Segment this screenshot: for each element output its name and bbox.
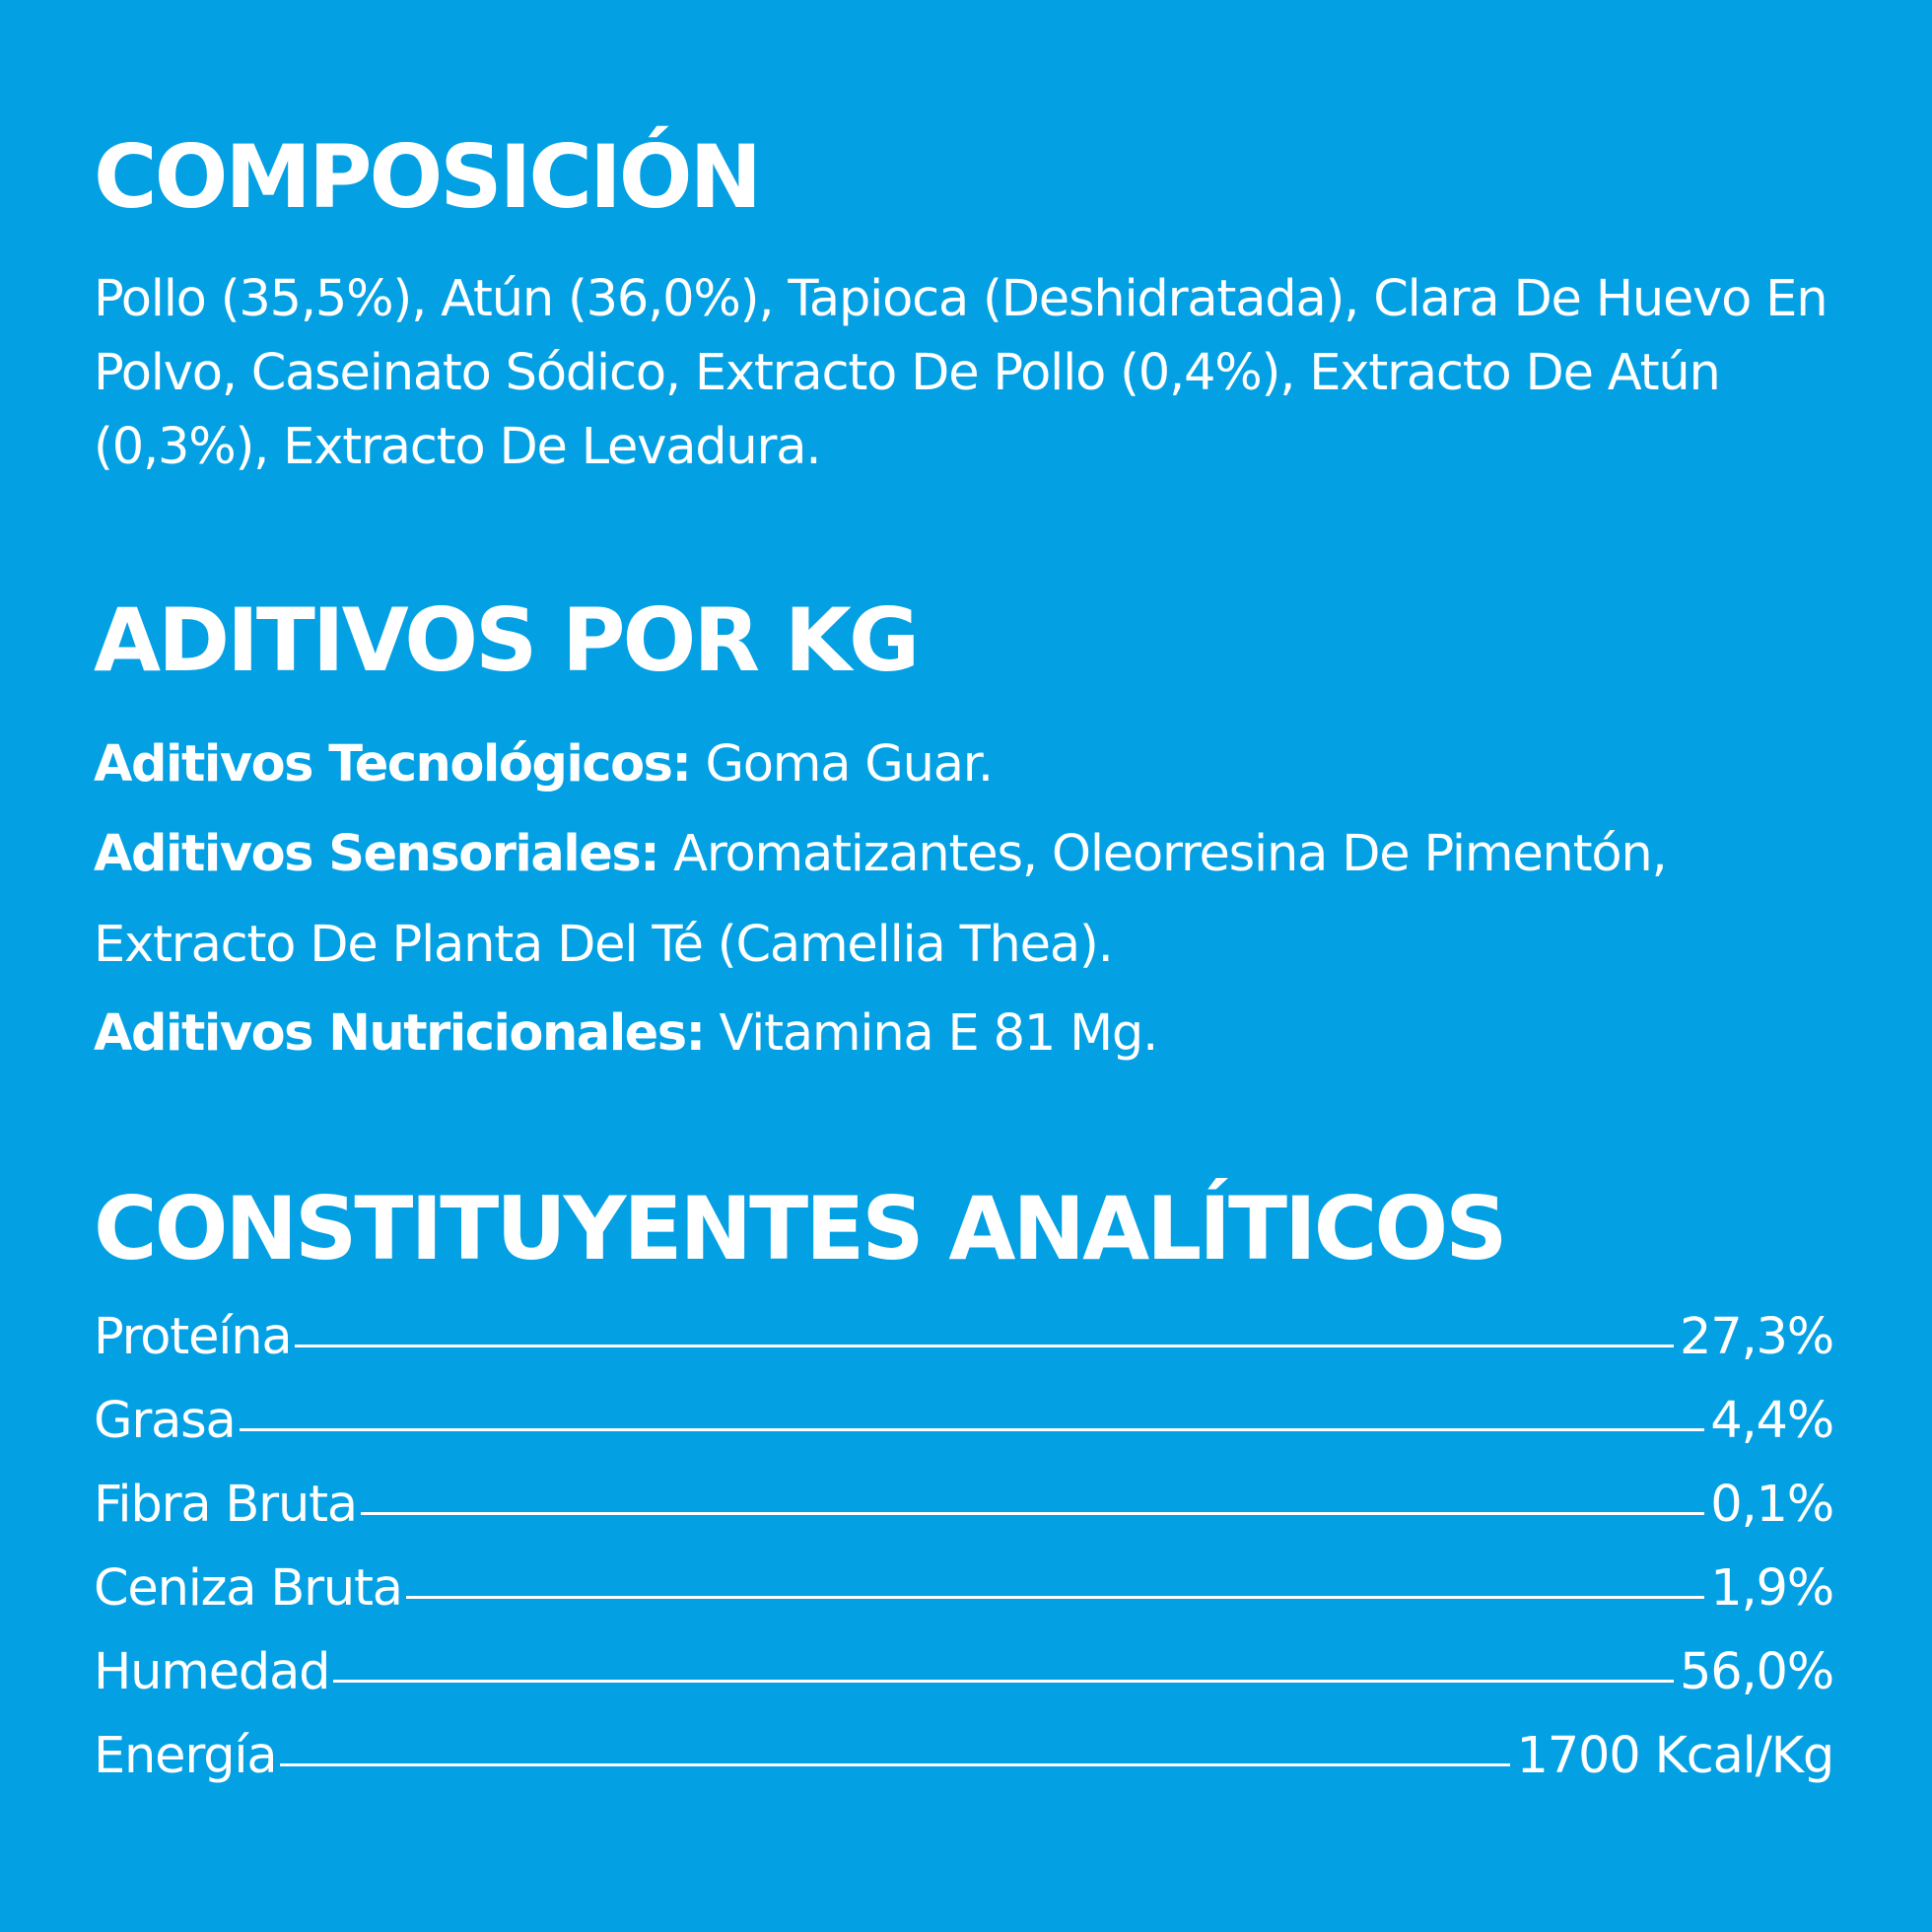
additive-label: Aditivos Tecnológicos: [94,735,691,794]
additive-value: Aromatizantes, Oleorresina De Pimentón, Extracto De Planta Del Té (Camellia Thea). [94,825,1667,974]
constituent-row-fibra-bruta [94,1476,1833,1559]
additive-value: Goma Guar. [705,735,993,794]
leader-line [295,1345,1674,1347]
constituent-name: Fibra Bruta [94,1476,357,1534]
constituent-row-ceniza-bruta [94,1559,1833,1643]
leader-line [361,1512,1704,1515]
constituent-value: 27,3% [1679,1308,1833,1366]
constituent-name: Energía [94,1727,277,1785]
analytical-constituents-list [94,1308,1833,1811]
constituent-row-humedad [94,1643,1833,1727]
leader-line [280,1763,1510,1766]
constituent-value: 0,1% [1710,1476,1833,1534]
constituent-name: Humedad [94,1643,330,1701]
constituent-row-grasa [94,1392,1833,1476]
constituent-name: Proteína [94,1308,292,1366]
composicion-heading: COMPOSICIÓN [94,126,760,228]
additive-label: Aditivos Sensoriales: [94,825,659,883]
additive-sensoriales [94,809,1671,991]
nutrition-info-panel [94,0,1833,1932]
leader-line [333,1680,1674,1683]
constituent-row-energia [94,1727,1833,1811]
leader-line [240,1428,1705,1431]
constituent-value: 56,0% [1679,1643,1833,1701]
constituent-value: 1,9% [1710,1559,1833,1618]
leader-line [406,1596,1704,1599]
constituent-value: 1700 Kcal/Kg [1516,1727,1833,1785]
constituyentes-heading: CONSTITUYENTES ANALÍTICOS [94,1178,1505,1279]
aditivos-heading: ADITIVOS POR KG [94,589,918,691]
composicion-ingredients: Pollo (35,5%), Atún (36,0%), Tapioca (Deshidratada), Clara De Huevo En Polvo, Caseinato Sódico, Extracto De Pollo (0,4%), Extracto De Atún (0,3%), Extracto De Levadura. [94,270,1828,476]
constituent-name: Grasa [94,1392,236,1450]
constituent-value: 4,4% [1710,1392,1833,1450]
additive-nutricionales [94,989,1769,1079]
additive-tecnologicos [94,720,1769,810]
constituent-row-proteina [94,1308,1833,1392]
constituent-name: Ceniza Bruta [94,1559,402,1618]
additive-value: Vitamina E 81 Mg. [719,1004,1158,1063]
additive-label: Aditivos Nutricionales: [94,1004,705,1063]
